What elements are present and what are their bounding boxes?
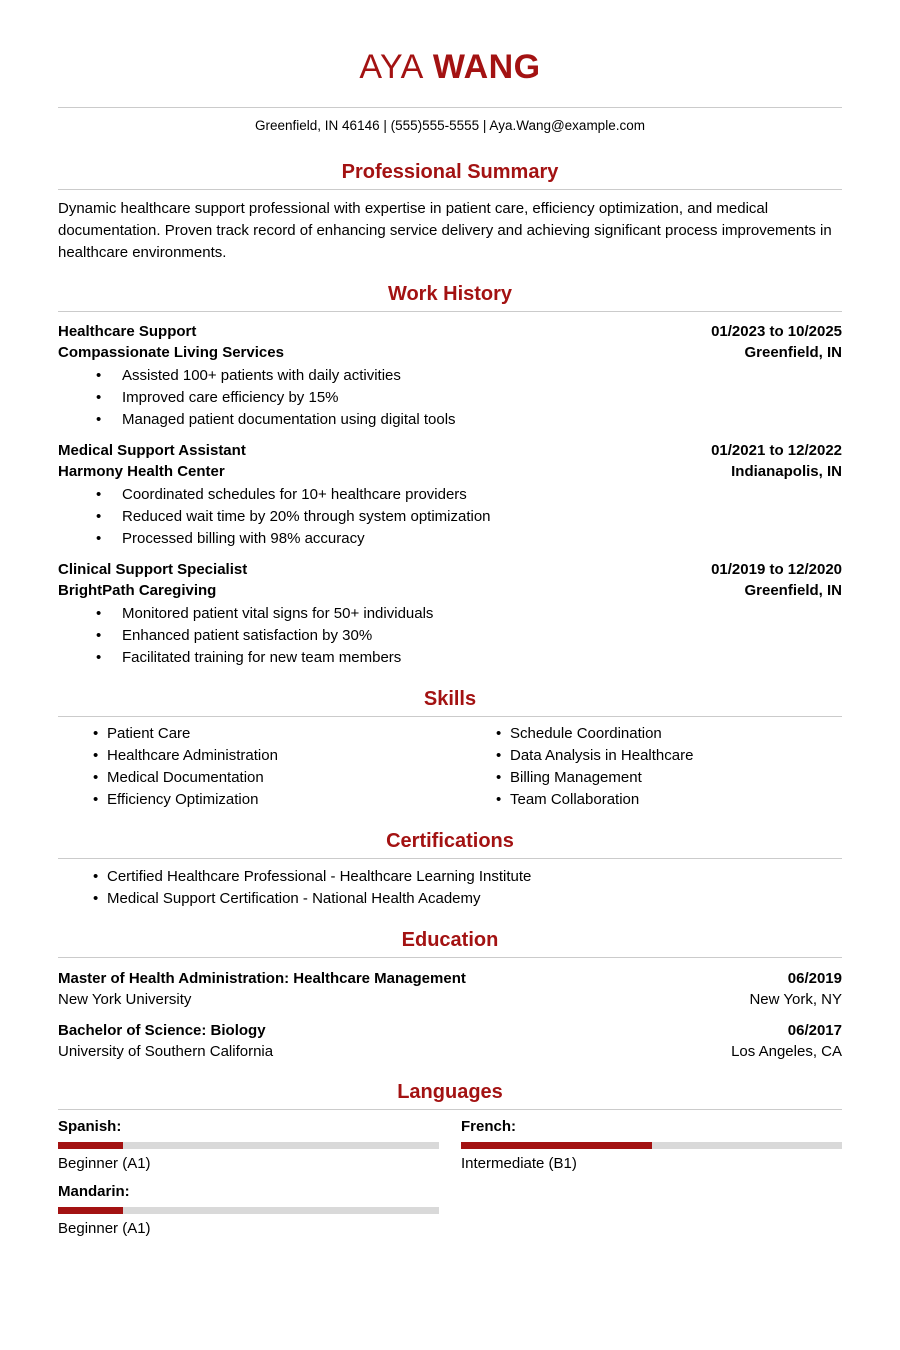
job-bullet: • Improved care efficiency by 15% [96, 387, 842, 409]
language-name: Mandarin: [58, 1182, 130, 1200]
job-location: Greenfield, IN [744, 343, 842, 361]
language-bar-fill [58, 1142, 123, 1149]
resume-name [58, 50, 842, 84]
job-entry [58, 440, 842, 550]
education-school-row [58, 1041, 842, 1062]
job-title: Healthcare Support [58, 322, 197, 340]
job-header-row [58, 559, 842, 580]
language-bar-track [58, 1142, 439, 1149]
skill-item: • Patient Care [93, 723, 439, 745]
skills-column-left [58, 723, 439, 811]
language-bar-fill [58, 1207, 123, 1214]
header-divider [58, 107, 842, 108]
language-level: Beginner (A1) [58, 1219, 151, 1237]
job-header-row [58, 440, 842, 461]
first-name: AYA [359, 48, 424, 86]
degree: Master of Health Administration: Healthcare Management [58, 969, 466, 987]
job-bullet: • Processed billing with 98% accuracy [96, 528, 842, 550]
skill-item: • Medical Documentation [93, 767, 439, 789]
skill-item: • Efficiency Optimization [93, 789, 439, 811]
job-bullet: • Enhanced patient satisfaction by 30% [96, 625, 842, 647]
job-bullet: • Reduced wait time by 20% through system optimization [96, 506, 842, 528]
section-title-languages: Languages [397, 1080, 503, 1103]
job-bullet-list [96, 484, 842, 550]
last-name: WANG [432, 48, 541, 86]
degree: Bachelor of Science: Biology [58, 1021, 266, 1039]
language-bar-track [58, 1207, 439, 1214]
section-title-education: Education [401, 928, 499, 951]
section-divider [58, 716, 842, 717]
skill-item: • Data Analysis in Healthcare [496, 745, 842, 767]
section-divider [58, 189, 842, 190]
job-dates: 01/2021 to 12/2022 [711, 441, 842, 459]
skills-columns [58, 723, 842, 811]
language-list [58, 1118, 842, 1238]
education-entry [58, 968, 842, 1010]
language-name: French: [461, 1117, 517, 1135]
contact-line: Greenfield, IN 46146 | (555)555-5555 | Aya.Wang@example.com [255, 117, 645, 133]
section-title-professional-summary: Professional Summary [341, 160, 559, 183]
skill-list-left [93, 723, 439, 811]
job-bullet: • Coordinated schedules for 10+ healthcare providers [96, 484, 842, 506]
skills-column-right [461, 723, 842, 811]
language-item [461, 1118, 842, 1173]
job-dates: 01/2023 to 10/2025 [711, 322, 842, 340]
language-bar-track [461, 1142, 842, 1149]
job-bullet: • Monitored patient vital signs for 50+ individuals [96, 603, 842, 625]
job-company-row [58, 580, 842, 601]
job-bullet: • Facilitated training for new team members [96, 647, 842, 669]
job-title: Medical Support Assistant [58, 441, 246, 459]
section-divider [58, 1109, 842, 1110]
language-bar-fill [461, 1142, 652, 1149]
work-history-list [58, 321, 842, 669]
job-bullet: • Assisted 100+ patients with daily activities [96, 365, 842, 387]
school: New York University [58, 990, 192, 1008]
certification-item: • Certified Healthcare Professional - Healthcare Learning Institute [93, 866, 842, 888]
section-divider [58, 311, 842, 312]
section-title-work-history: Work History [387, 282, 513, 305]
skill-item: • Billing Management [496, 767, 842, 789]
graduation-date: 06/2017 [787, 1021, 842, 1039]
skill-item: • Healthcare Administration [93, 745, 439, 767]
language-level: Beginner (A1) [58, 1154, 151, 1172]
job-company: Compassionate Living Services [58, 343, 284, 361]
job-company-row [58, 461, 842, 482]
section-divider [58, 957, 842, 958]
skill-item: • Schedule Coordination [496, 723, 842, 745]
section-title-certifications: Certifications [386, 829, 514, 852]
job-bullet-list [96, 365, 842, 431]
job-entry [58, 321, 842, 431]
job-header-row [58, 321, 842, 342]
job-location: Indianapolis, IN [731, 462, 842, 480]
education-school-row [58, 989, 842, 1010]
job-title: Clinical Support Specialist [58, 560, 248, 578]
job-company-row [58, 342, 842, 363]
education-entry [58, 1020, 842, 1062]
job-bullet-list [96, 603, 842, 669]
job-company: BrightPath Caregiving [58, 581, 217, 599]
language-item [58, 1183, 439, 1238]
job-location: Greenfield, IN [744, 581, 842, 599]
certification-item: • Medical Support Certification - National Health Academy [93, 888, 842, 910]
education-list [58, 968, 842, 1062]
language-name: Spanish: [58, 1117, 122, 1135]
job-entry [58, 559, 842, 669]
job-dates: 01/2019 to 12/2020 [711, 560, 842, 578]
job-bullet: • Managed patient documentation using digital tools [96, 409, 842, 431]
school-location: Los Angeles, CA [731, 1042, 842, 1060]
education-header-row [58, 968, 842, 989]
job-company: Harmony Health Center [58, 462, 225, 480]
language-item [58, 1118, 439, 1173]
skill-item: • Team Collaboration [496, 789, 842, 811]
section-title-skills: Skills [423, 687, 477, 710]
certification-list [93, 866, 842, 910]
school-location: New York, NY [749, 990, 842, 1008]
education-header-row [58, 1020, 842, 1041]
language-level: Intermediate (B1) [461, 1154, 577, 1172]
section-divider [58, 858, 842, 859]
skill-list-right [496, 723, 842, 811]
summary-text: Dynamic healthcare support professional with expertise in patient care, efficiency optimization, and medical documentation. Proven track record of enhancing service delivery and achieving significant process improvements in healthcare environments. [58, 199, 832, 261]
school: University of Southern California [58, 1042, 274, 1060]
graduation-date: 06/2019 [787, 969, 842, 987]
